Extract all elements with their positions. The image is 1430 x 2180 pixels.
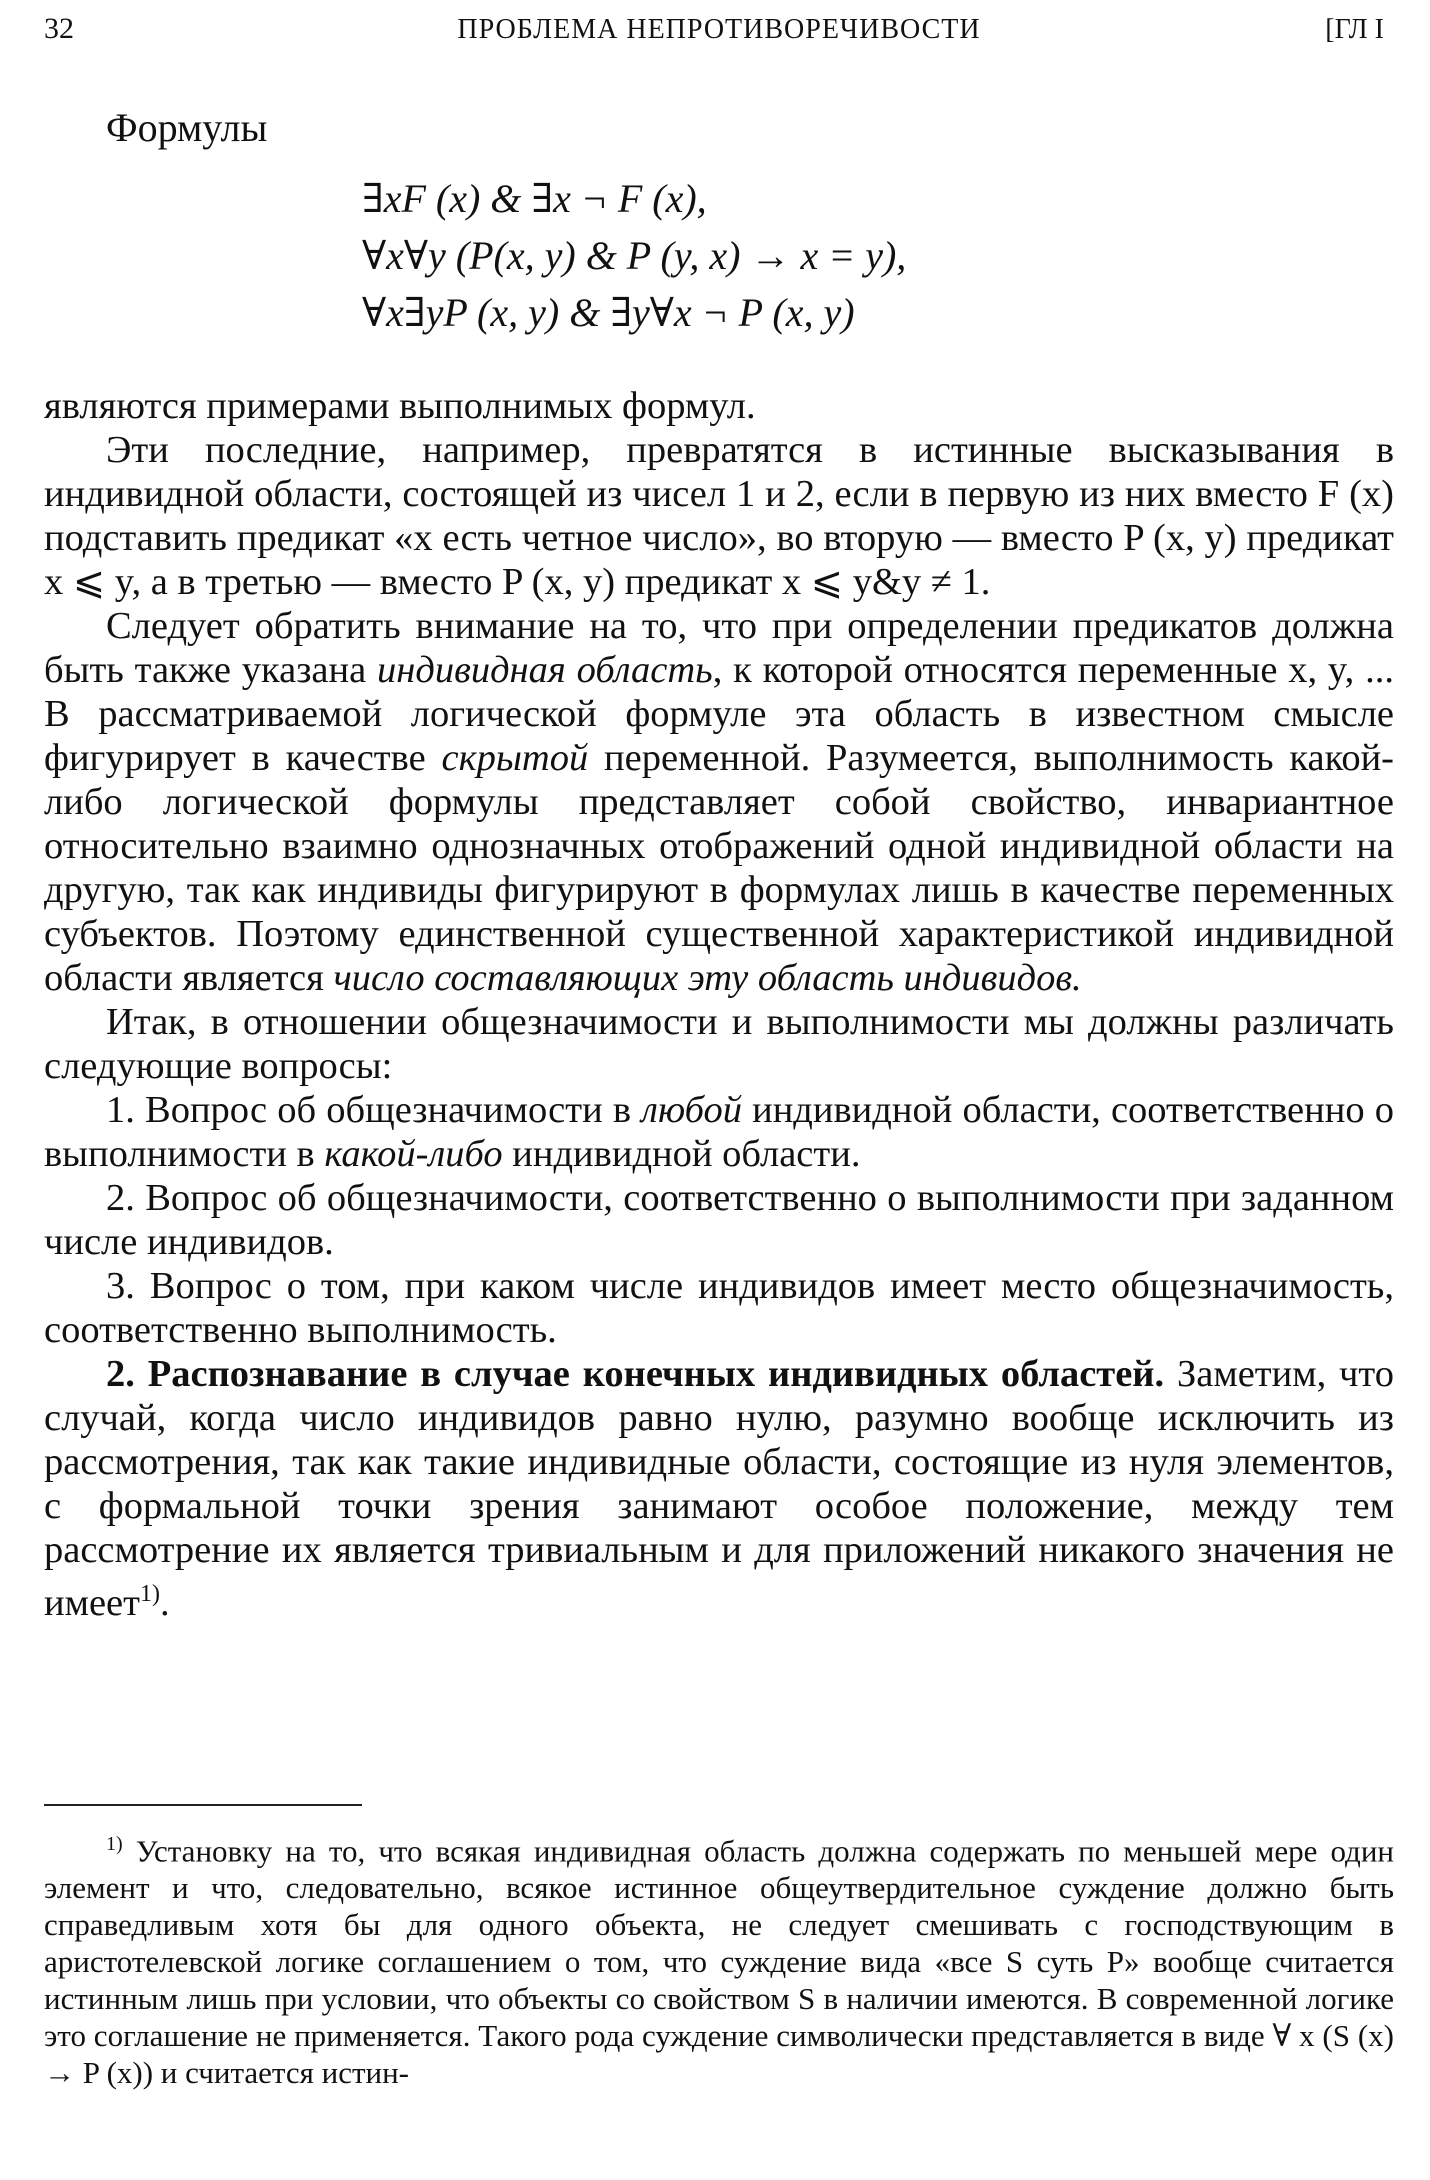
p3-text-b: , к которой относятся переменные x, y, ... В рассматриваемой логической формуле эта область в известном смысле фигурирует в качестве xyxy=(44,649,1395,779)
p3-emphasis-1: индивидная область xyxy=(377,649,713,691)
footnote-text: Установку на то, что всякая индивидная область должна содержать по меньшей мере один элемент и что, следовательно, всякое истинное общеутвердительное суждение должно быть справедливым хотя бы для одного объекта, не следует смешивать с господствующим в аристотелевской логике соглашением о том, что суждение вида «все S суть P» вообще считается истинным лишь при условии, что объекты со свойством S в наличии имеются. В современной логике это соглашение не применяется. Такого рода суждение символически представляется в виде ∀ x (S (x) → P (x)) и считается истин- xyxy=(44,1833,1394,2091)
item1-emphasis-2: какой-либо xyxy=(324,1133,503,1175)
footnote-reference: 1) xyxy=(139,1581,160,1607)
item1-text-c: индивидной области. xyxy=(502,1133,861,1175)
running-head xyxy=(44,12,1394,56)
section-heading: 2. Распознавание в случае конечных индивидных областей. xyxy=(106,1353,1165,1395)
formula-1: ∃xF (x) & ∃x ¬ F (x), xyxy=(362,176,707,221)
footnote-rule xyxy=(44,1804,362,1806)
formula-3: ∀x∃yP (x, y) & ∃y∀x ¬ P (x, y) xyxy=(362,290,855,335)
p5-end: . xyxy=(159,1581,170,1624)
intro-word: Формулы xyxy=(106,105,268,150)
list-item-2: 2. Вопрос об общезначимости, соответственно о выполнимости при заданном числе индивидов. xyxy=(44,1177,1394,1263)
p3-text-c: переменной. Разумеется, выполнимость какой-либо логической формулы представляет собой свойство, инвариантное относительно взаимно однозначных отображений одной индивидной области на другую, так как индивиды фигурируют в формулах лишь в качестве переменных субъектов. Поэтому единственной существенной характеристикой индивидной области является xyxy=(44,737,1394,999)
footnote xyxy=(44,1826,1394,2091)
list-item-3: 3. Вопрос о том, при каком числе индивидов имеет место общезначимость, соответственно выполнимость. xyxy=(44,1265,1394,1351)
chapter-marker: [ГЛ I xyxy=(1325,14,1384,45)
footnote-paragraph xyxy=(44,1826,1394,2091)
page-number: 32 xyxy=(44,12,74,45)
p5-text: Заметим, что случай, когда число индивидов равно нулю, разумно вообще исключить из рассмотрения, так как такие индивидные области, состоящие из нуля элементов, с формальной точки зрения занимают особое положение, между тем рассмотрение их является тривиальным и для приложений никакого значения не имеет xyxy=(44,1353,1394,1624)
formula-2: ∀x∀y (P(x, y) & P (y, x) → x = y), xyxy=(362,233,907,278)
paragraph-5 xyxy=(44,1352,1394,1625)
running-title: ПРОБЛЕМА НЕПРОТИВОРЕЧИВОСТИ xyxy=(457,14,981,45)
item1-emphasis-1: любой xyxy=(641,1089,742,1131)
paragraph-3 xyxy=(44,604,1394,1000)
footnote-mark: 1) xyxy=(106,1833,123,1855)
formula-block xyxy=(362,170,906,341)
item1-text-a: 1. Вопрос об общезначимости в xyxy=(106,1089,642,1131)
p3-emphasis-2: скрытой xyxy=(441,737,589,779)
body-text xyxy=(44,384,1394,1625)
paragraph-4: Итак, в отношении общезначимости и выполнимости мы должны различать следующие вопросы: xyxy=(44,1001,1394,1087)
paragraph-2: Эти последние, например, превратятся в истинные высказывания в индивидной области, состоящей из чисел 1 и 2, если в первую из них вместо F (x) подставить предикат «x есть четное число», во вторую — вместо P (x, y) предикат x ⩽ y, а в третью — вместо P (x, y) предикат x ⩽ y&y ≠ 1. xyxy=(44,429,1394,603)
p3-text-a: Следует обратить внимание на то, что при определении предикатов должна быть также указана xyxy=(44,605,1394,691)
item1-text-b: индивидной области, соответственно о выполнимости в xyxy=(44,1089,1394,1175)
list-item-1 xyxy=(44,1088,1394,1176)
p3-emphasis-3: число составляющих эту область индивидов. xyxy=(333,957,1082,999)
paragraph-1: являются примерами выполнимых формул. xyxy=(44,385,756,427)
